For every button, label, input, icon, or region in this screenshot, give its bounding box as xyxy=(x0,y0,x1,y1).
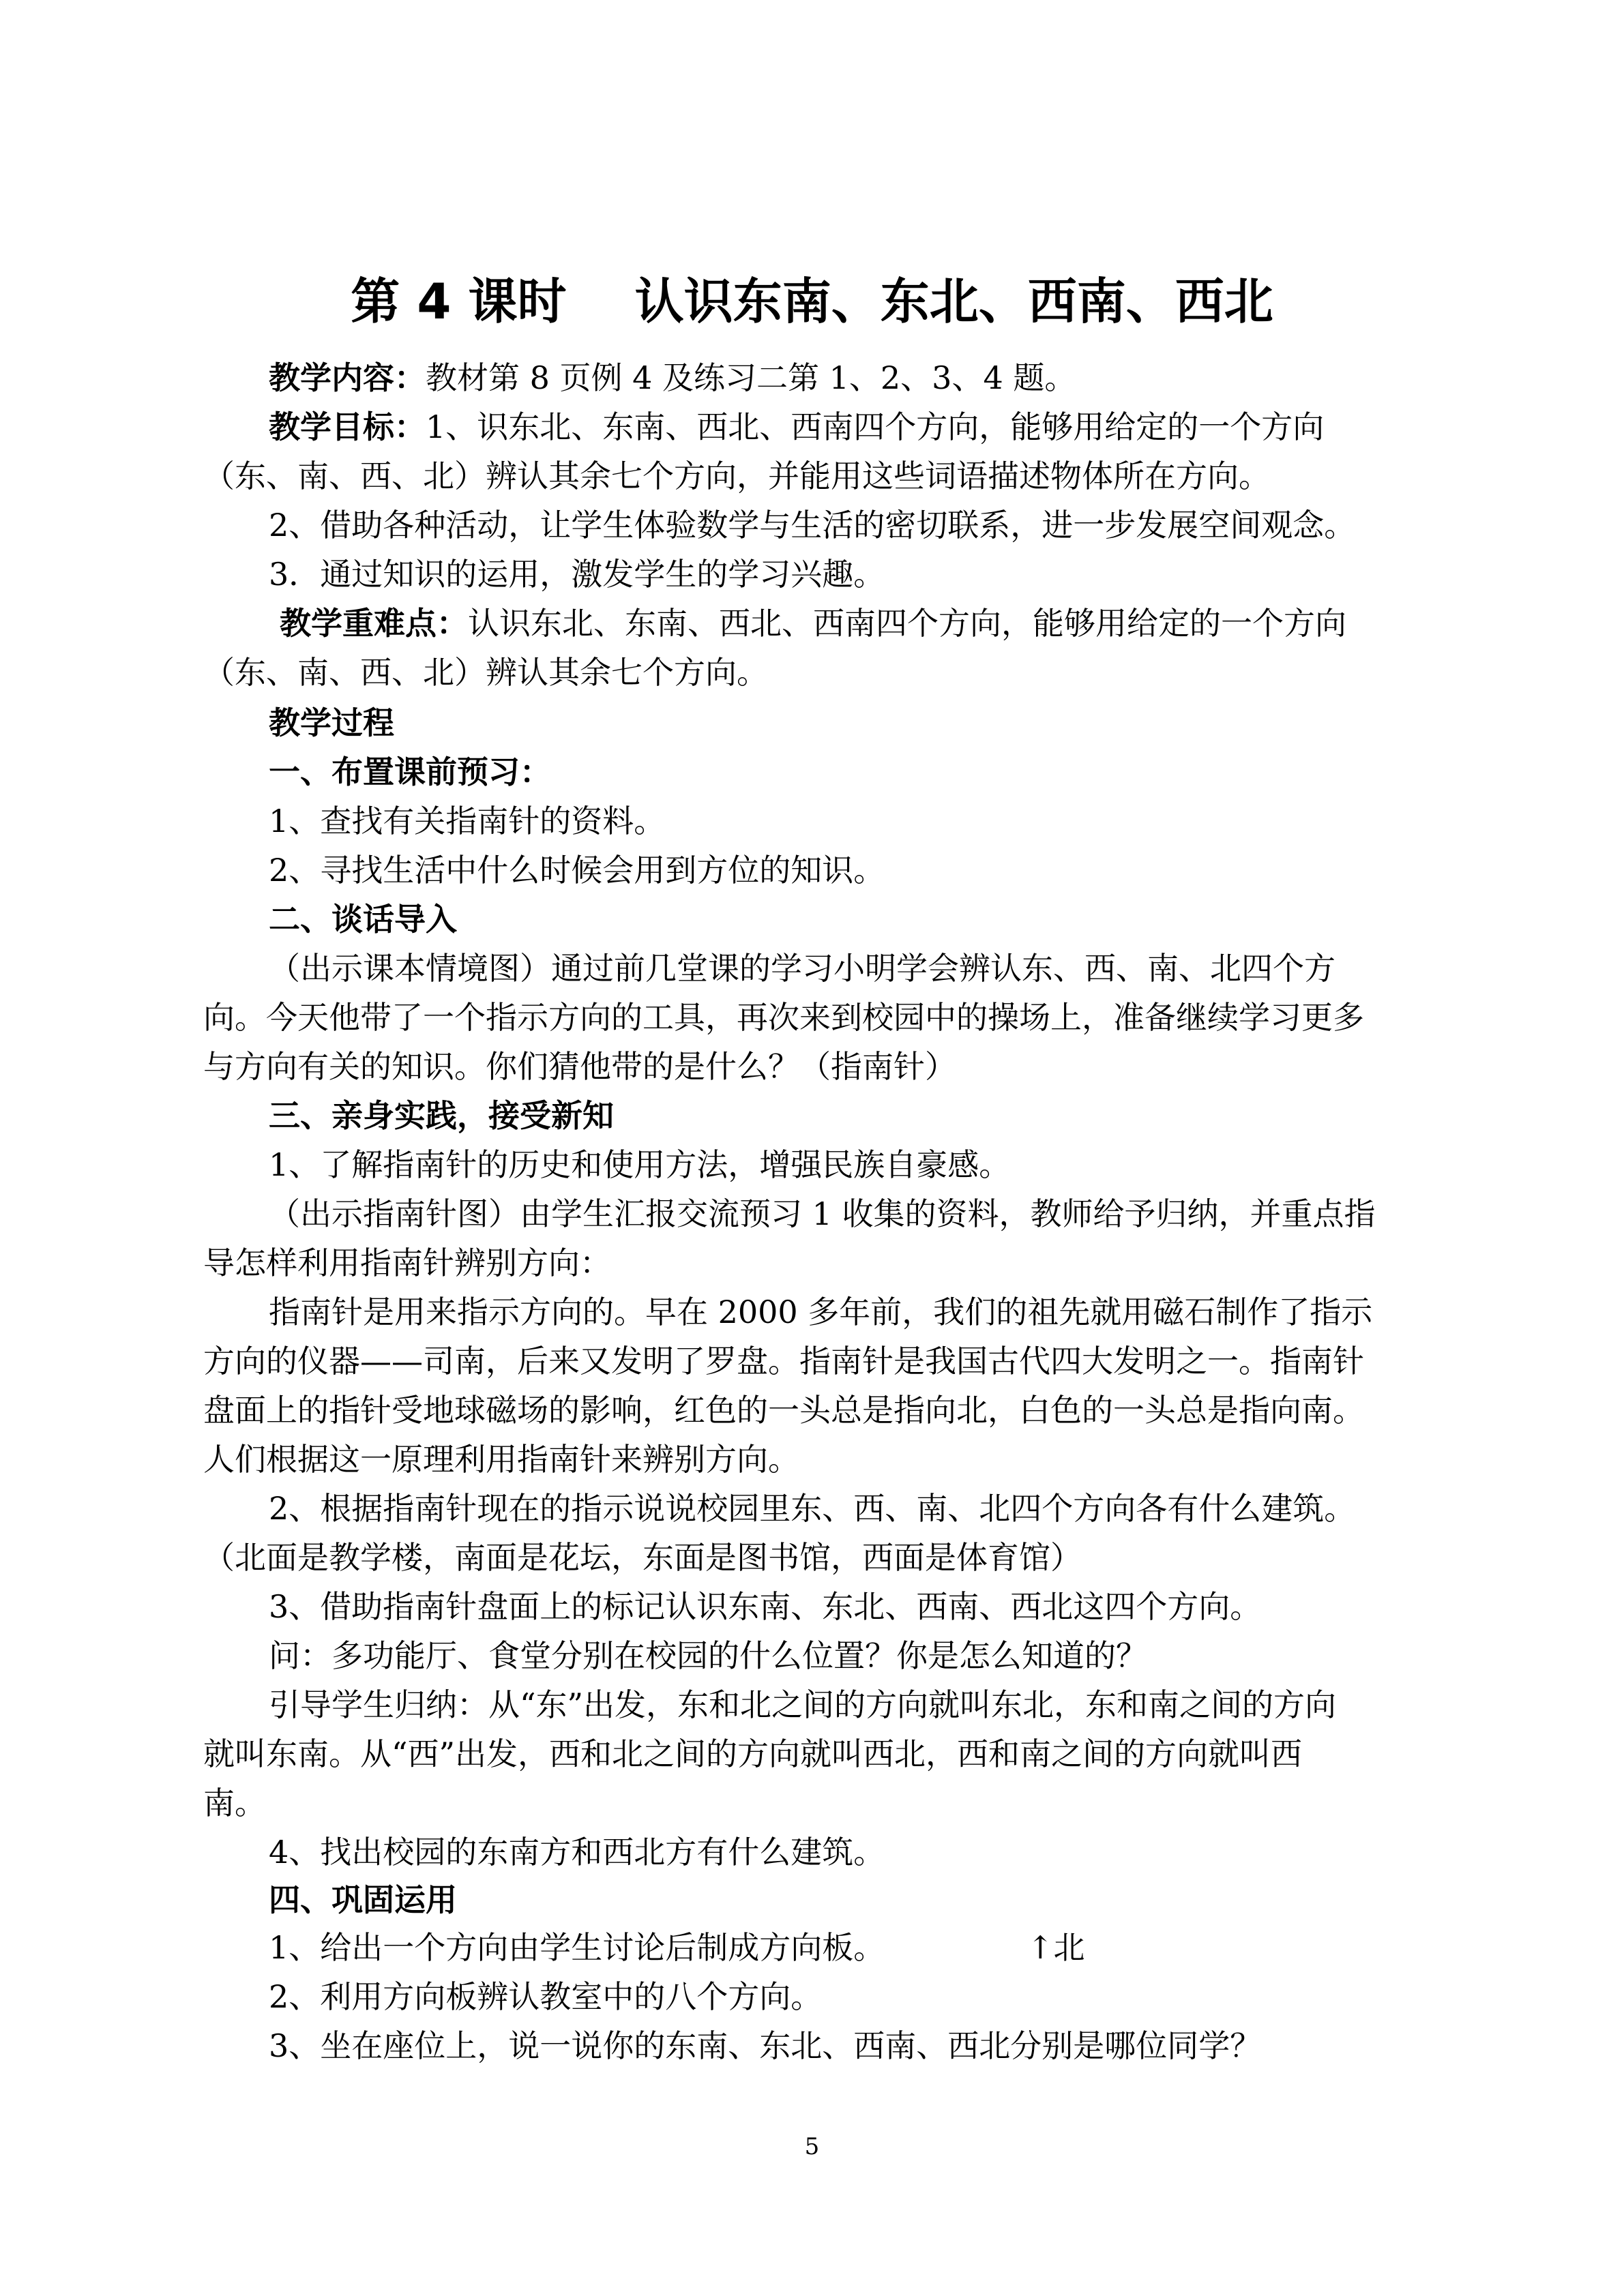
section-2-heading: 二、谈话导入 xyxy=(269,901,457,938)
content-text: 教材第 8 页例 4 及练习二第 1、2、3、4 题。 xyxy=(426,359,1076,396)
section-3-item-1-para-4: 方向的仪器——司南，后来又发明了罗盘。指南针是我国古代四大发明之一。指南针 xyxy=(203,1343,1364,1380)
section-3-item-3-para-3: 南。 xyxy=(203,1785,266,1821)
section-3-item-2-para: （北面是教学楼，南面是花坛，东面是图书馆，西面是体育馆） xyxy=(203,1539,1082,1576)
section-4-heading: 四、巩固运用 xyxy=(269,1881,457,1918)
section-2-para-1: （出示课本情境图）通过前几堂课的学习小明学会辨认东、西、南、北四个方 xyxy=(269,950,1335,987)
process-heading: 教学过程 xyxy=(269,704,394,741)
north-arrow-marker: ↑北 xyxy=(1027,1929,1085,1966)
objectives-text-1-cont: （东、南、西、北）辨认其余七个方向，并能用这些词语描述物体所在方向。 xyxy=(203,458,1270,494)
section-3-item-1-para-6: 人们根据这一原理利用指南针来辨别方向。 xyxy=(203,1441,799,1478)
section-3-item-3-question: 问：多功能厅、食堂分别在校园的什么位置？你是怎么知道的？ xyxy=(269,1637,1147,1674)
section-3-item-3-para-1: 引导学生归纳：从“东”出发，东和北之间的方向就叫东北，东和南之间的方向 xyxy=(269,1686,1337,1723)
section-3-item-1-para-2: 导怎样利用指南针辨别方向： xyxy=(203,1244,611,1281)
section-3-item-4: 4、找出校园的东南方和西北方有什么建筑。 xyxy=(269,1834,885,1870)
section-3-item-3-para-2: 就叫东南。从“西”出发，西和北之间的方向就叫西北，西和南之间的方向就叫西 xyxy=(203,1735,1303,1772)
section-1-item-1: 1、查找有关指南针的资料。 xyxy=(269,803,666,839)
content-line xyxy=(269,357,1076,398)
key-points-text: 认识东北、东南、西北、西南四个方向，能够用给定的一个方向 xyxy=(468,605,1346,642)
section-3-item-1: 1、了解指南针的历史和使用方法，增强民族自豪感。 xyxy=(269,1146,1011,1183)
content-label: 教学内容： xyxy=(269,359,426,396)
lesson-title: 第 4 课时 认识东南、东北、西南、西北 xyxy=(351,273,1273,330)
objectives-text-1: 1、识东北、东南、西北、西南四个方向，能够用给定的一个方向 xyxy=(426,408,1325,445)
section-1-item-2: 2、寻找生活中什么时候会用到方位的知识。 xyxy=(269,852,885,889)
section-2-para-2: 向。今天他带了一个指示方向的工具，再次来到校园中的操场上，准备继续学习更多 xyxy=(203,999,1364,1036)
section-3-item-3: 3、借助指南针盘面上的标记认识东南、东北、西南、西北这四个方向。 xyxy=(269,1588,1262,1625)
objectives-line xyxy=(269,406,1324,447)
objectives-label: 教学目标： xyxy=(269,408,426,445)
section-2-para-3: 与方向有关的知识。你们猜他带的是什么？（指南针） xyxy=(203,1048,956,1085)
section-3-item-2: 2、根据指南针现在的指示说说校园里东、西、南、北四个方向各有什么建筑。 xyxy=(269,1490,1356,1527)
objectives-text-2: 2、借助各种活动，让学生体验数学与生活的密切联系，进一步发展空间观念。 xyxy=(269,507,1356,543)
key-points-label: 教学重难点： xyxy=(280,605,468,642)
page-number: 5 xyxy=(804,2133,820,2160)
section-3-heading: 三、亲身实践，接受新知 xyxy=(269,1097,614,1134)
section-3-item-1-para-1: （出示指南针图）由学生汇报交流预习 1 收集的资料，教师给予归纳，并重点指 xyxy=(269,1195,1376,1232)
section-4-item-2: 2、利用方向板辨认教室中的八个方向。 xyxy=(269,1978,823,2015)
section-4-item-1: 1、给出一个方向由学生讨论后制成方向板。 xyxy=(269,1929,885,1966)
objectives-text-3: 3．通过知识的运用，激发学生的学习兴趣。 xyxy=(269,556,885,593)
section-3-item-1-para-5: 盘面上的指针受地球磁场的影响，红色的一头总是指向北，白色的一头总是指向南。 xyxy=(203,1392,1364,1429)
key-points-text-cont: （东、南、西、北）辨认其余七个方向。 xyxy=(203,654,768,691)
section-3-item-1-para-3: 指南针是用来指示方向的。早在 2000 多年前，我们的祖先就用磁石制作了指示 xyxy=(269,1294,1373,1330)
key-points-line xyxy=(280,603,1346,644)
section-4-item-3: 3、坐在座位上，说一说你的东南、东北、西南、西北分别是哪位同学？ xyxy=(269,2027,1262,2064)
section-1-heading: 一、布置课前预习： xyxy=(269,754,551,790)
